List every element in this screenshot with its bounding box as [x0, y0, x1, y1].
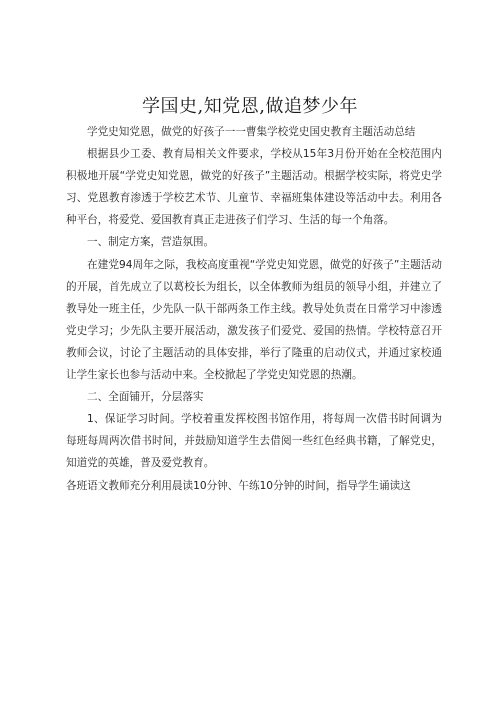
document-body	[66, 121, 442, 497]
intro-paragraph: 根据县少工委、教育局相关文件要求，学校从15年3月份开始在全校范围内积极地开展“学党史知党恩，做党的好孩子”主题活动。根据学校实际，将党史学习、党恩教育渗透于学校艺术节、儿童节、幸福班集体建设等活动中去。利用各种平台，将爱党、爱国教育真正走进孩子们学习、生活的每一个角落。	[66, 148, 442, 227]
section-1-paragraph: 在建党94周年之际，我校高度重视“学党史知党恩，做党的好孩子”主题活动的开展，首先成立了以葛校长为组长，以全体教师为组员的领导小组，并建立了教导处一班主任，少先队一队干部两条工作主线。教导处负责在日常学习中渗透党史学习；少先队主要开展活动，激发孩子们爱党、爱国的热情。学校特意召开教师会议，讨论了主题活动的具体安排，举行了隆重的启动仪式，并通过家校通让学生家长也参与活动中来。全校掀起了学党史知党恩的热潮。	[66, 258, 442, 382]
section-2-paragraph-2: 各班语文教师充分利用晨读10分钟、午练10分钟的时间，指导学生诵读这	[66, 479, 411, 492]
section-2-paragraph-1: 1、保证学习时间。学校着重发挥校图书馆作用，将每周一次借书时间调为每班每周两次借书时间，并鼓励知道学生去借阅一些红色经典书籍，了解党史，知道党的英雄，普及爱党教育。	[66, 413, 442, 470]
subtitle-paragraph: 学党史知党恩，做党的好孩子一一曹集学校党史国史教育主题活动总结	[87, 126, 416, 138]
document-title: 学国史,知党恩,做追梦少年	[142, 96, 358, 117]
section-heading-1: 一、制定方案，营造氛围。	[87, 236, 215, 249]
section-heading-2: 二、全面铺开，分层落实	[87, 391, 204, 404]
